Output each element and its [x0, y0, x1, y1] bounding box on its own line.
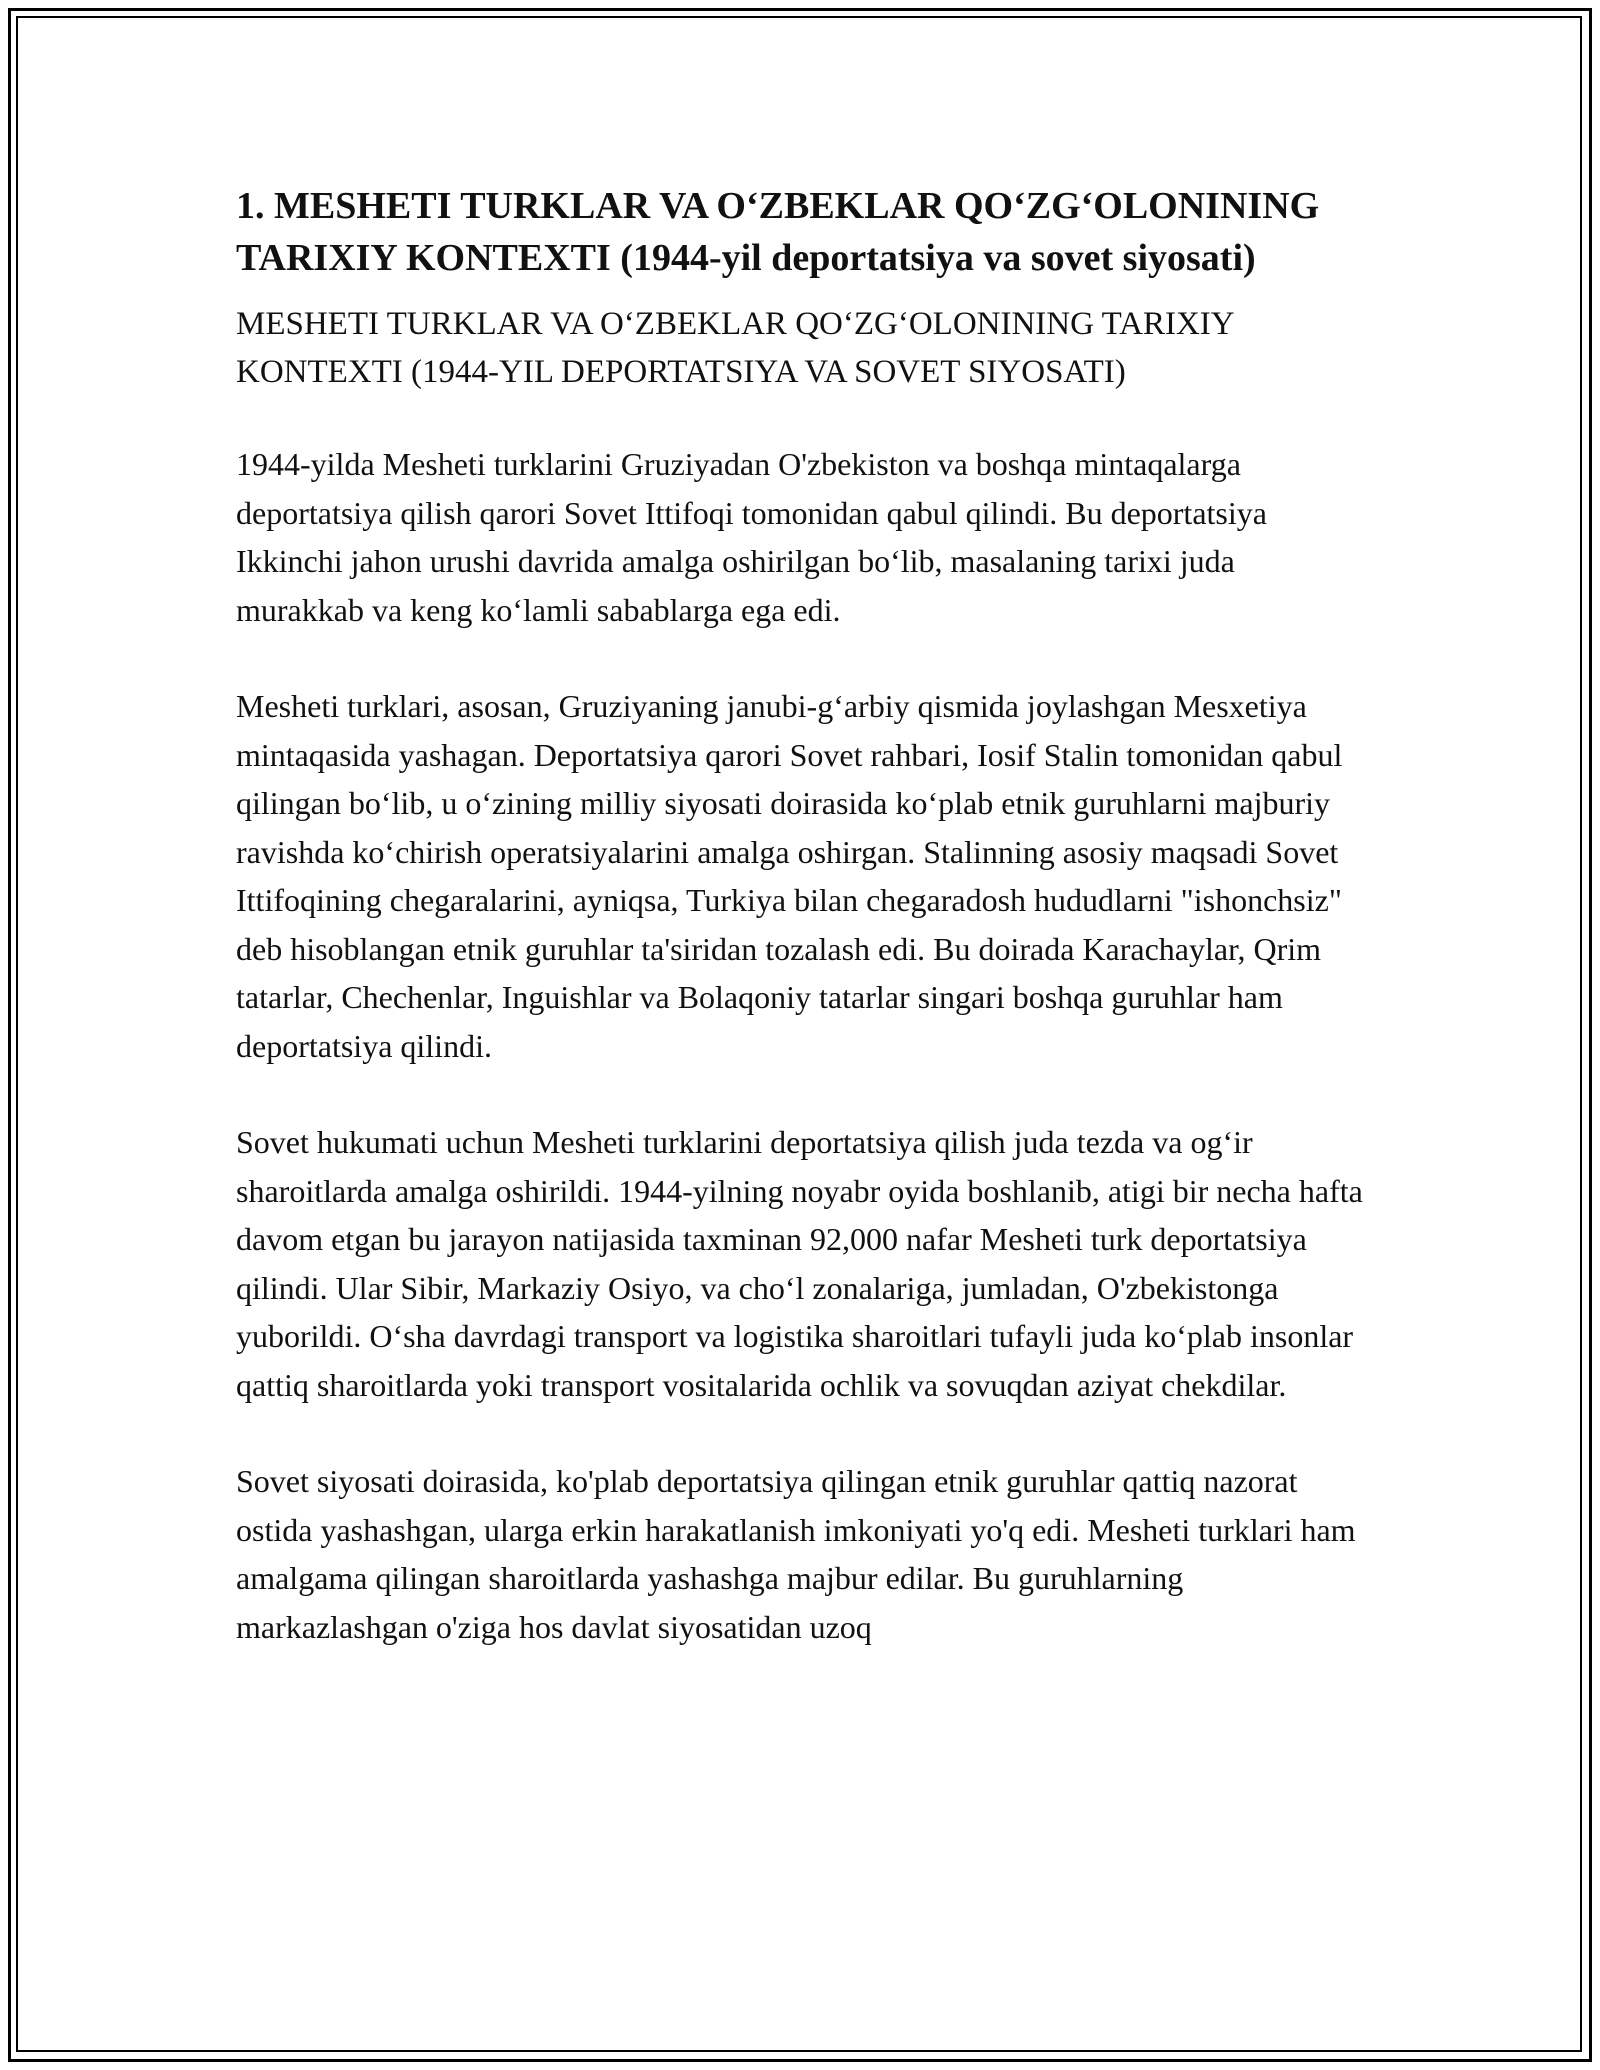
document-page	[236, 180, 1366, 1651]
paragraph-4: Sovet siyosati doirasida, ko'plab deportatsiya qilingan etnik guruhlar qattiq nazorat ostida yashashgan, ularga erkin harakatlanish imkoniyati yo'q edi. Mesheti turklari ham amalgama qilingan sharoitlarda yashashga majbur edilar. Bu guruhlarning markazlashgan o'ziga hos davlat siyosatidan uzoq	[236, 1463, 1356, 1645]
paragraph-3: Sovet hukumati uchun Mesheti turklarini deportatsiya qilish juda tezda va og‘ir sharoitlarda amalga oshirildi. 1944-yilning noyabr oyida boshlanib, atigi bir necha hafta davom etgan bu jarayon natijasida taxminan 92,000 nafar Mesheti turk deportatsiya qilindi. Ular Sibir, Markaziy Osiyo, va cho‘l zonalariga, jumladan, O'zbekistonga yuborildi. O‘sha davrdagi transport va logistika sharoitlari tufayli juda ko‘plab insonlar qattiq sharoitlarda yoki transport vositalarida ochlik va sovuqdan aziyat chekdilar.	[236, 1124, 1363, 1403]
paragraph-2: Mesheti turklari, asosan, Gruziyaning janubi-g‘arbiy qismida joylashgan Mesxetiya mintaqasida yashagan. Deportatsiya qarori Sovet rahbari, Iosif Stalin tomonidan qabul qilingan bo‘lib, u o‘zining milliy siyosati doirasida ko‘plab etnik guruhlarni majburiy ravishda ko‘chirish operatsiyalarini amalga oshirgan. Stalinning asosiy maqsadi Sovet Ittifoqining chegaralarini, ayniqsa, Turkiya bilan chegaradosh hududlarni "ishonchsiz" deb hisoblangan etnik guruhlar ta'siridan tozalash edi. Bu doirada Karachaylar, Qrim tatarlar, Chechenlar, Inguishlar va Bolaqoniy tatarlar singari boshqa guruhlar ham deportatsiya qilindi.	[236, 688, 1343, 1064]
paragraph-1: 1944-yilda Mesheti turklarini Gruziyadan O'zbekiston va boshqa mintaqalarga deportatsiya qilish qarori Sovet Ittifoqi tomonidan qabul qilindi. Bu deportatsiya Ikkinchi jahon urushi davrida amalga oshirilgan bo‘lib, masalaning tarixi juda murakkab va keng ko‘lamli sabablarga ega edi.	[236, 446, 1267, 628]
section-heading: 1. MESHETI TURKLAR VA O‘ZBEKLAR QO‘ZG‘OLONINING TARIXIY KONTEXTI (1944-yil deportatsiya va sovet siyosati)	[236, 185, 1320, 279]
section-subheading: MESHETI TURKLAR VA O‘ZBEKLAR QO‘ZG‘OLONINING TARIXIY KONTEXTI (1944-YIL DEPORTATSIYA VA SOVET SIYOSATI)	[236, 306, 1234, 390]
